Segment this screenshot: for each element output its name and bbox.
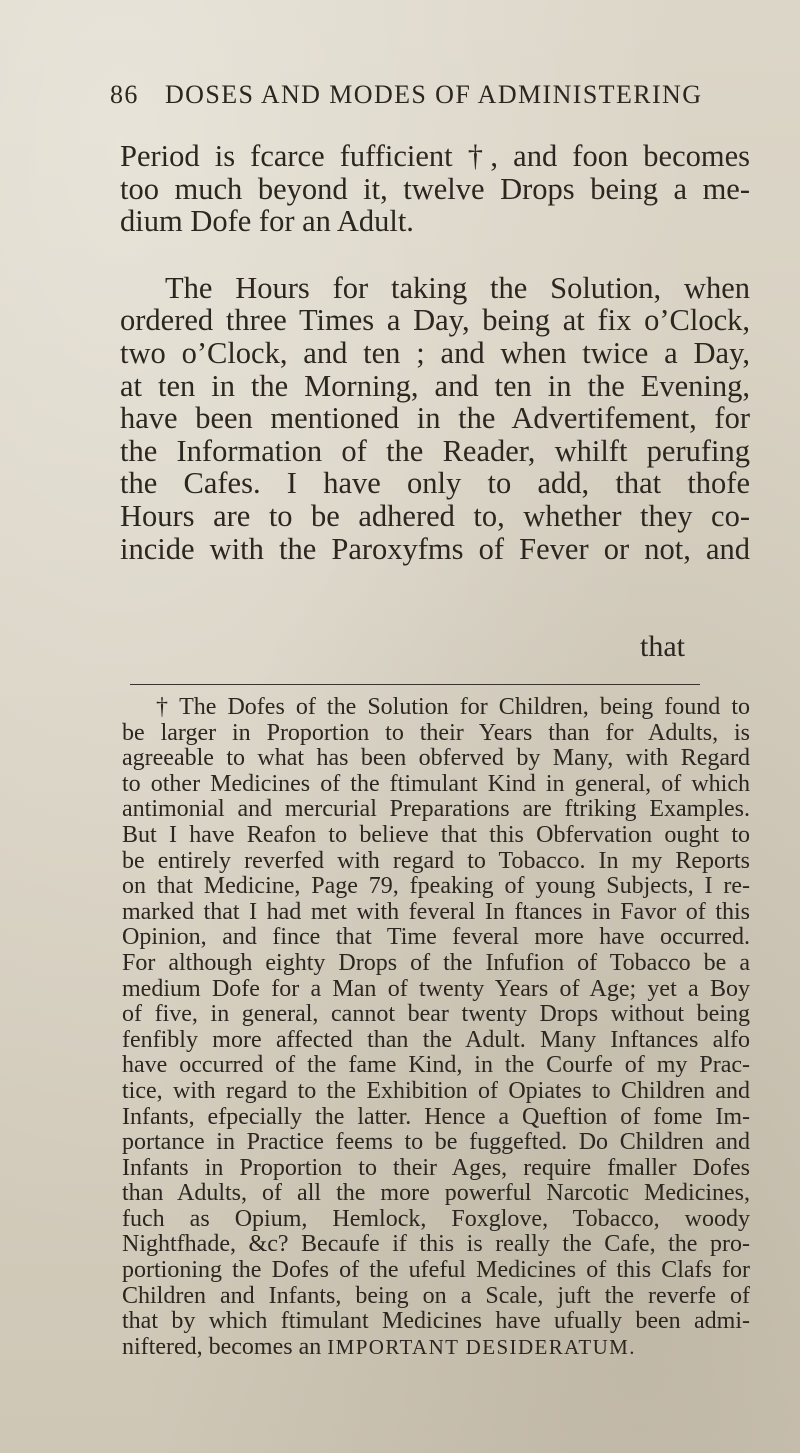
- catchword: that: [640, 630, 685, 663]
- page-number: 86: [110, 80, 139, 109]
- text-line: Hours are to be adhered to, whether they co-: [120, 498, 750, 533]
- footnote-line: Children and Infants, being on a Scale, juft the reverfe of: [122, 1282, 750, 1309]
- footnote-line: that by which ftimulant Medicines have ufually been admi-: [122, 1308, 750, 1335]
- text-line: The Hours for taking the Solution, when: [165, 270, 750, 305]
- footnote-line-text: niftered, becomes an: [122, 1333, 328, 1360]
- main-text: [120, 140, 750, 565]
- footnote-line: Infants in Proportion to their Ages, require fmaller Dofes: [122, 1154, 750, 1181]
- text-line: dium Dofe for an Adult.: [120, 204, 414, 239]
- footnote-line: For although eighty Drops of the Infufion of Tobacco be a: [122, 949, 750, 976]
- footnote-line: portioning the Dofes of the ufeful Medicines of this Clafs for: [122, 1257, 750, 1284]
- text-line: two o’Clock, and ten ; and when twice a Day,: [120, 335, 750, 370]
- footnote: [122, 695, 750, 1360]
- text-line: the Cafes. I have only to add, that thofe: [120, 466, 750, 501]
- footnote-line: on that Medicine, Page 79, fpeaking of young Subjects, I re-: [122, 873, 750, 900]
- text-line: too much beyond it, twelve Drops being a me-: [120, 171, 750, 206]
- footnote-line: be entirely reverfed with regard to Tobacco. In my Reports: [122, 847, 750, 874]
- text-line: incide with the Paroxyfms of Fever or not, and: [120, 531, 750, 566]
- footnote-line: of five, in general, cannot bear twenty Drops without being: [122, 1001, 750, 1028]
- footnote-line: [122, 1335, 750, 1361]
- footnote-line: fenfibly more affected than the Adult. Many Inftances alfo: [122, 1026, 750, 1053]
- text-line: the Information of the Reader, whilft perufing: [120, 433, 750, 468]
- text-line: at ten in the Morning, and ten in the Evening,: [120, 368, 750, 403]
- running-head-title: DOSES AND MODES OF ADMINISTERING: [165, 80, 703, 109]
- footnote-line: marked that I had met with feveral In ftances in Favor of this: [122, 898, 750, 925]
- footnote-line: be larger in Proportion to their Years than for Adults, is: [122, 719, 750, 746]
- text-line: have been mentioned in the Advertifement, for: [120, 401, 750, 436]
- footnote-line: agreeable to what has been obferved by Many, with Regard: [122, 745, 750, 772]
- footnote-line: Infants, efpecially the latter. Hence a Queftion of fome Im-: [122, 1103, 750, 1130]
- footnote-line: tice, with regard to the Exhibition of Opiates to Children and: [122, 1077, 750, 1104]
- footnote-line: than Adults, of all the more powerful Narcotic Medicines,: [122, 1180, 750, 1207]
- footnote-rule: [130, 684, 700, 685]
- footnote-line: medium Dofe for a Man of twenty Years of Age; yet a Boy: [122, 975, 750, 1002]
- footnote-line: to other Medicines of the ftimulant Kind in general, of which: [122, 770, 750, 797]
- desideratum-caps: IMPORTANT DESIDERATUM.: [327, 1334, 636, 1359]
- footnote-line: fuch as Opium, Hemlock, Foxglove, Tobacco, woody: [122, 1205, 750, 1232]
- footnote-line: have occurred of the fame Kind, in the Courfe of my Prac-: [122, 1052, 750, 1079]
- footnote-line: [122, 695, 750, 721]
- footnote-line: portance in Practice feems to be fuggefted. Do Children and: [122, 1129, 750, 1156]
- footnote-line: Opinion, and fince that Time feveral more have occurred.: [122, 924, 750, 951]
- footnote-line: Nightfhade, &c? Becaufe if this is really the Cafe, the pro-: [122, 1231, 750, 1258]
- footnote-line-text: The Dofes of the Solution for Children, being found to: [179, 694, 750, 720]
- running-head: [110, 80, 770, 110]
- footnote-line: But I have Reafon to believe that this Obfervation ought to: [122, 821, 750, 848]
- footnote-marker: †: [156, 694, 174, 720]
- footnote-line: antimonial and mercurial Preparations are ftriking Examples.: [122, 796, 750, 823]
- text-line: ordered three Times a Day, being at fix o’Clock,: [120, 303, 750, 338]
- text-line: Period is fcarce fufficient †, and foon becomes: [120, 139, 750, 173]
